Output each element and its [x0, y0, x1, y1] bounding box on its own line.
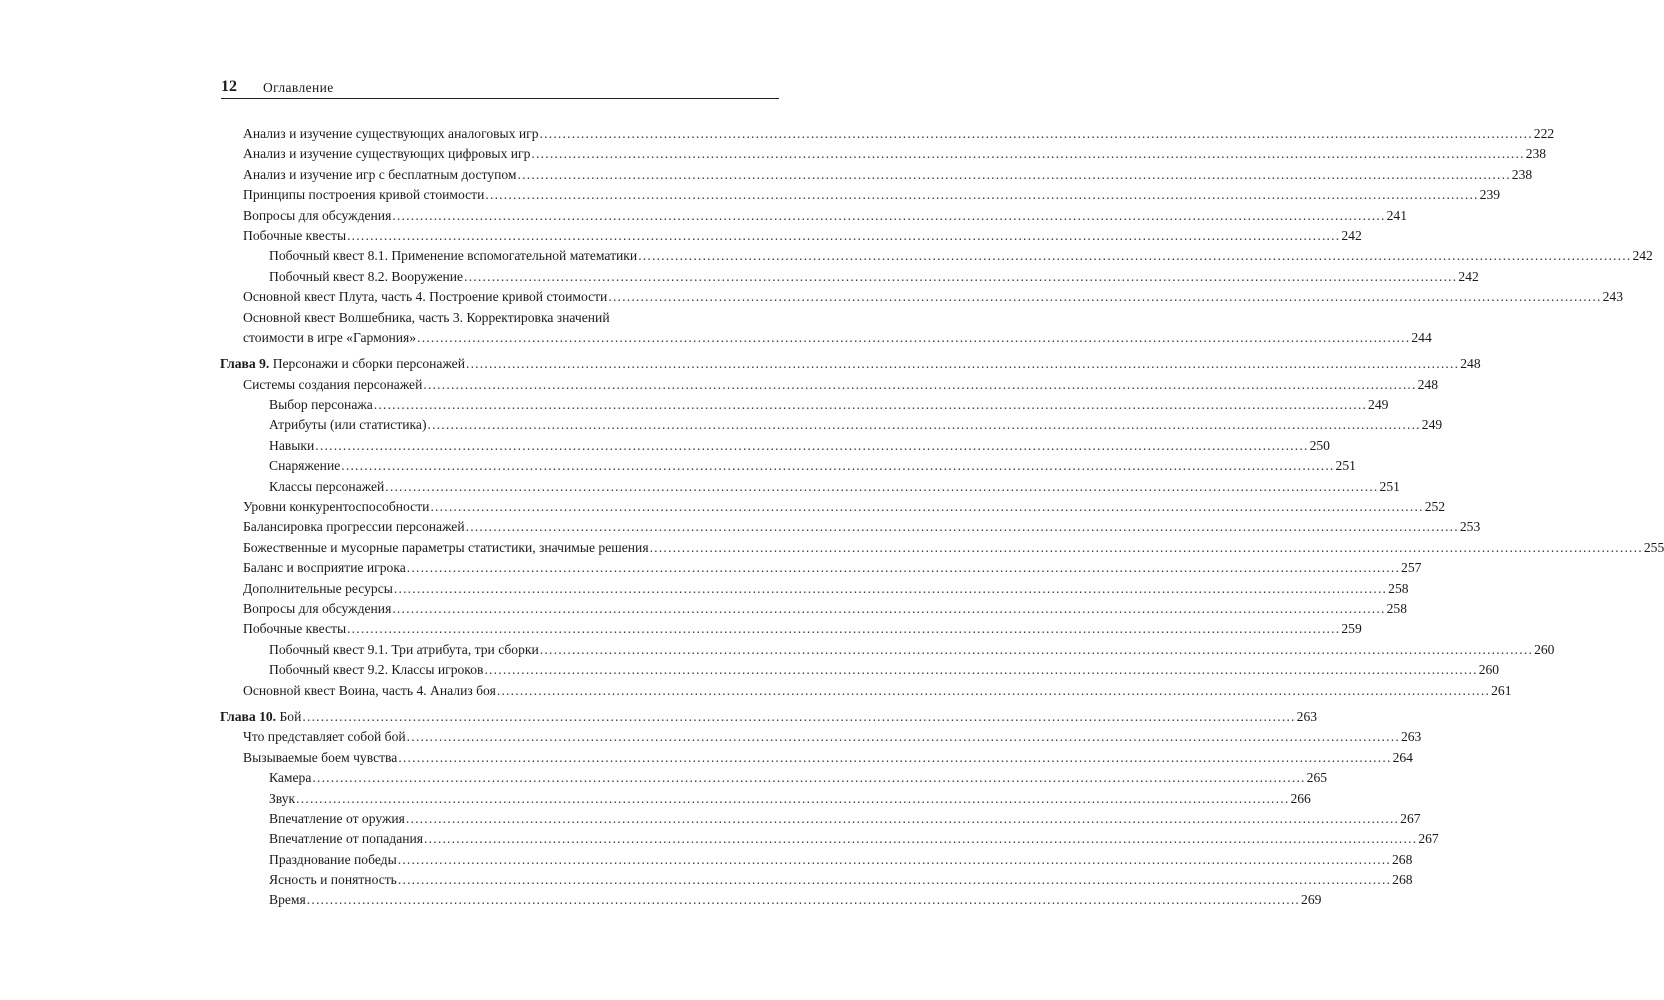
toc-entry-title: Основной квест Воина, часть 4. Анализ боя	[243, 682, 496, 698]
toc-entry-title: Атрибуты (или статистика)	[269, 417, 427, 433]
dot-leader	[518, 165, 1511, 185]
toc-entry-title: Принципы построения кривой стоимости	[243, 187, 485, 203]
toc-entry-title: Ясность и понятность	[269, 872, 397, 888]
toc-chapter-entry	[220, 354, 1481, 374]
toc-page-number: 267	[1418, 831, 1439, 847]
toc-page-number: 268	[1392, 872, 1413, 888]
toc-entry-title: Камера	[269, 770, 312, 786]
toc-entry	[243, 308, 1432, 349]
toc-page-number: 249	[1421, 417, 1443, 433]
dot-leader	[312, 768, 1305, 788]
toc-page-number: 263	[1296, 708, 1318, 724]
dot-leader	[428, 415, 1421, 435]
toc-entry-title	[220, 707, 301, 727]
toc-entry-title: Побочный квест 9.1. Три атрибута, три сборки	[269, 641, 539, 657]
toc-page-number: 251	[1379, 478, 1400, 494]
dot-leader	[638, 246, 1631, 266]
toc-entry	[243, 599, 1407, 619]
dot-leader	[347, 619, 1340, 639]
toc-page-number: 253	[1459, 519, 1481, 535]
toc-entry-title: стоимости в игре «Гармония»	[243, 329, 417, 345]
toc-page-number: 263	[1400, 729, 1422, 745]
dot-leader	[392, 599, 1385, 619]
toc-page-number: 251	[1335, 458, 1356, 474]
toc-entry	[269, 395, 1389, 415]
dot-leader	[485, 185, 1478, 205]
toc-page-number: 268	[1392, 851, 1413, 867]
toc-entry	[243, 748, 1413, 768]
dot-leader	[347, 226, 1340, 246]
toc-entry-title: Побочный квест 9.2. Классы игроков	[269, 662, 484, 678]
dot-leader	[531, 144, 1524, 164]
toc-page-number: 242	[1632, 248, 1653, 264]
toc-entry-title: Уровни конкурентоспособности	[243, 499, 430, 515]
toc-entry-title: Побочный квест 8.2. Вооружение	[269, 268, 464, 284]
toc-entry-title: Анализ и изучение существующих цифровых игр	[243, 146, 531, 162]
toc-entry-title: Вызываемые боем чувства	[243, 749, 398, 765]
toc-page-number: 238	[1511, 166, 1533, 182]
dot-leader	[341, 456, 1334, 476]
toc-entry-title: Дополнительные ресурсы	[243, 580, 393, 596]
toc-entry-title: Балансировка прогрессии персонажей	[243, 519, 465, 535]
dot-leader	[540, 640, 1533, 660]
toc-entry-title: Впечатление от попадания	[269, 831, 424, 847]
dot-leader	[398, 748, 1391, 768]
toc-page-number: 265	[1306, 770, 1328, 786]
toc-page-number: 258	[1388, 580, 1409, 596]
dot-leader	[424, 829, 1417, 849]
toc-entry	[269, 640, 1555, 660]
toc-page-number: 241	[1386, 207, 1407, 223]
dot-leader	[394, 579, 1387, 599]
dot-leader	[608, 287, 1601, 307]
toc-entry	[243, 538, 1664, 558]
toc-entry-title: Анализ и изучение игр с бесплатным доступом	[243, 166, 517, 182]
toc-entry-title: Время	[269, 892, 306, 908]
toc-entry	[269, 267, 1479, 287]
dot-leader	[315, 436, 1308, 456]
toc-entry-title: Божественные и мусорные параметры статистики, значимые решения	[243, 539, 649, 555]
dot-leader	[466, 517, 1459, 537]
toc-entry-title: Основной квест Плута, часть 4. Построение кривой стоимости	[243, 289, 608, 305]
toc-page-number: 244	[1411, 329, 1432, 345]
chapter-title: Персонажи и сборки персонажей	[272, 356, 465, 372]
dot-leader	[296, 789, 1289, 809]
dot-leader	[392, 206, 1385, 226]
toc-entry	[269, 850, 1413, 870]
dot-leader	[540, 124, 1533, 144]
toc-chapter-entry	[220, 707, 1318, 727]
toc-entry-title: Побочный квест 8.1. Применение вспомогательной математики	[269, 248, 638, 264]
toc-entry	[243, 165, 1533, 185]
toc-page-number: 248	[1417, 376, 1439, 392]
toc-entry	[243, 681, 1512, 701]
running-header	[221, 76, 779, 99]
toc-entry	[243, 185, 1501, 205]
toc-page-number: 250	[1309, 437, 1330, 453]
toc-entry-title-line1: Основной квест Волшебника, часть 3. Корректировка значений	[243, 309, 610, 325]
chapter-title: Бой	[279, 708, 302, 724]
toc-entry	[243, 375, 1439, 395]
chapter-number: Глава 9.	[220, 356, 270, 372]
toc-entry	[269, 789, 1311, 809]
toc-entry	[269, 768, 1328, 788]
toc-entry-title: Системы создания персонажей	[243, 376, 423, 392]
dot-leader	[407, 727, 1400, 747]
toc-page-number: 258	[1386, 601, 1407, 616]
toc-entry-title: Навыки	[269, 437, 315, 453]
toc-page-number: 248	[1460, 356, 1481, 372]
dot-leader	[417, 328, 1410, 348]
toc-entry	[269, 246, 1653, 266]
toc-page-number: 252	[1424, 499, 1446, 515]
toc-entry-title: Вопросы для обсуждения	[243, 601, 392, 616]
toc-entry	[243, 579, 1409, 599]
toc-page-number: 243	[1602, 289, 1623, 305]
toc-page-number: 249	[1368, 397, 1389, 413]
toc-page-number: 269	[1301, 892, 1322, 908]
toc-page-number: 259	[1341, 621, 1362, 637]
toc-entry-title: Побочные квесты	[243, 621, 347, 637]
toc-page-number: 238	[1525, 146, 1547, 162]
toc-entry	[243, 497, 1446, 517]
toc-entry	[269, 477, 1400, 497]
toc-page-number: 242	[1458, 268, 1479, 284]
toc-page-number: 257	[1401, 560, 1422, 576]
toc-entry	[243, 558, 1422, 578]
toc-page-number: 267	[1400, 810, 1421, 826]
running-head-title: Оглавление	[263, 80, 334, 95]
toc-page-number: 266	[1290, 790, 1311, 806]
toc-entry	[269, 809, 1421, 829]
toc-entry	[243, 206, 1407, 226]
toc-page-number: 260	[1478, 662, 1500, 678]
toc-entry-title: Вопросы для обсуждения	[243, 207, 392, 223]
table-of-contents	[220, 124, 1664, 911]
toc-entry-title: Впечатление от оружия	[269, 810, 405, 826]
dot-leader	[398, 850, 1391, 870]
toc-entry	[243, 517, 1481, 537]
toc-entry	[243, 619, 1362, 639]
toc-entry	[269, 415, 1443, 435]
toc-page-number: 222	[1533, 126, 1555, 141]
dot-leader	[423, 375, 1416, 395]
toc-page-number: 264	[1392, 749, 1413, 765]
dot-leader	[650, 538, 1643, 558]
toc-entry-title: Побочные квесты	[243, 227, 347, 243]
dot-leader	[406, 809, 1399, 829]
toc-entry	[243, 144, 1547, 164]
toc-entry-title: Празднование победы	[269, 851, 397, 867]
toc-entry-title	[220, 354, 465, 374]
dot-leader	[484, 660, 1477, 680]
toc-entry	[269, 870, 1413, 890]
dot-leader	[374, 395, 1367, 415]
toc-entry-title: Снаряжение	[269, 458, 341, 474]
toc-page-number: 261	[1491, 682, 1512, 698]
toc-entry	[269, 660, 1500, 680]
dot-leader	[398, 870, 1391, 890]
toc-entry-title: Баланс и восприятие игрока	[243, 560, 406, 576]
dot-leader	[307, 890, 1300, 910]
toc-entry-title: Что представляет собой бой	[243, 729, 406, 745]
chapter-number: Глава 10.	[220, 708, 277, 724]
page-number: 12	[221, 78, 237, 95]
toc-entry	[269, 829, 1439, 849]
toc-entry	[269, 436, 1330, 456]
toc-entry-title: Звук	[269, 790, 296, 806]
dot-leader	[497, 681, 1490, 701]
dot-leader	[464, 267, 1457, 287]
toc-entry	[269, 456, 1356, 476]
toc-page-number: 255	[1643, 539, 1664, 555]
toc-entry	[243, 226, 1362, 246]
toc-entry-title: Выбор персонажа	[269, 397, 373, 413]
toc-page-number: 239	[1479, 187, 1501, 203]
dot-leader	[466, 354, 1459, 374]
toc-entry	[269, 890, 1322, 910]
toc-entry	[243, 124, 1555, 144]
dot-leader	[385, 477, 1378, 497]
toc-entry	[243, 727, 1422, 747]
dot-leader	[407, 558, 1400, 578]
dot-leader	[302, 707, 1295, 727]
dot-leader	[430, 497, 1423, 517]
toc-entry-title: Анализ и изучение существующих аналоговых игр	[243, 126, 539, 141]
toc-page-number: 260	[1534, 641, 1555, 657]
toc-entry	[243, 287, 1623, 307]
toc-page-number: 242	[1341, 227, 1362, 243]
toc-entry-title: Классы персонажей	[269, 478, 385, 494]
